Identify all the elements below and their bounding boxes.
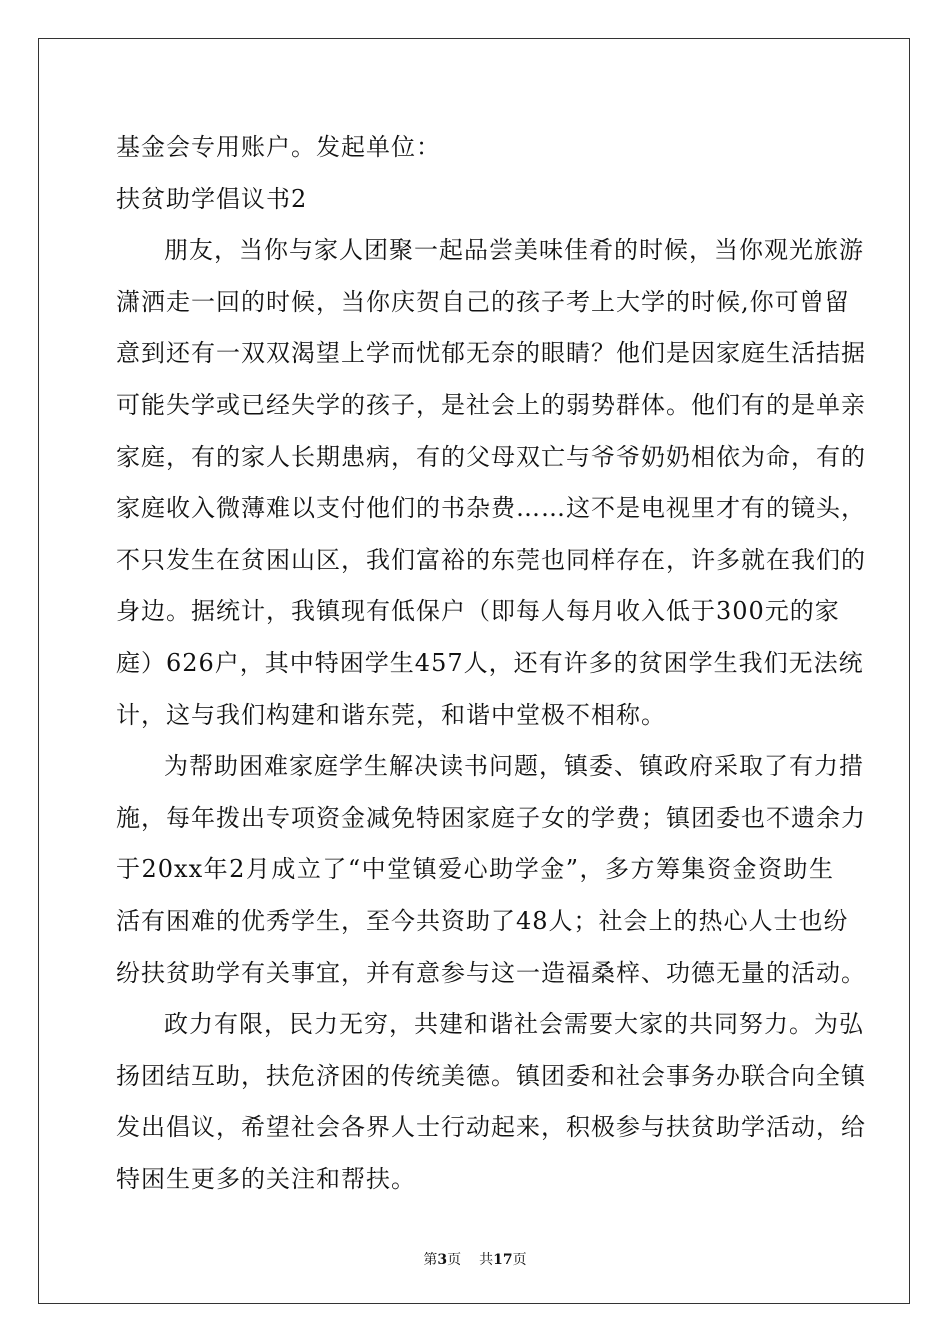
text-line: 为帮助困难家庭学生解决读书问题，镇委、镇政府采取了有力措 [164,752,864,781]
text-line: 纷扶贫助学有关事宜，并有意参与这一造福桑梓、功德无量的活动。 [116,958,866,987]
page-label-suffix: 页 [447,1252,462,1268]
text-line: 特困生更多的关注和帮扶。 [116,1164,416,1193]
text-line: 计，这与我们构建和谐东莞，和谐中堂极不相称。 [116,700,666,729]
total-page-count: 17 [493,1252,513,1268]
text-line: 家庭，有的家人长期患病，有的父母双亡与爷爷奶奶相依为命，有的 [116,442,866,471]
text-line: 庭）626户，其中特困学生457人，还有许多的贫困学生我们无法统 [116,648,864,677]
text-line: 潇洒走一回的时候，当你庆贺自己的孩子考上大学的时候,你可曾留 [116,287,850,316]
total-label-prefix: 共 [479,1252,494,1268]
current-page-number: 3 [437,1252,448,1268]
text-line: 基金会专用账户。发起单位： [116,133,441,161]
text-line: 施，每年拨出专项资金减免特困家庭子女的学费；镇团委也不遗余力 [116,803,866,832]
text-line: 意到还有一双双渴望上学而忧郁无奈的眼睛？他们是因家庭生活拮据 [116,339,866,368]
text-line: 扬团结互助，扶危济困的传统美德。镇团委和社会事务办联合向全镇 [116,1061,866,1090]
text-line: 不只发生在贫困山区，我们富裕的东莞也同样存在，许多就在我们的 [116,545,866,574]
document-body [116,127,866,1210]
text-line: 政力有限，民力无穷，共建和谐社会需要大家的共同努力。为弘 [164,1010,864,1039]
text-line: 于20xx年2月成立了“中堂镇爱心助学金”，多方筹集资金资助生 [116,855,834,884]
text-line: 朋友，当你与家人团聚一起品尝美味佳肴的时候，当你观光旅游 [164,236,864,265]
text-line: 活有困难的优秀学生，至今共资助了48人；社会上的热心人士也纷 [116,906,849,935]
text-line: 发出倡议，希望社会各界人士行动起来，积极参与扶贫助学活动，给 [116,1113,866,1142]
text-line: 可能失学或已经失学的孩子，是社会上的弱势群体。他们有的是单亲 [116,390,866,419]
text-line: 扶贫助学倡议书2 [116,184,308,213]
page-footer [0,1249,950,1269]
text-line: 家庭收入微薄难以支付他们的书杂费……这不是电视里才有的镜头， [116,494,866,523]
total-label-suffix: 页 [512,1252,527,1268]
text-line: 身边。据统计，我镇现有低保户（即每人每月收入低于300元的家 [116,597,840,626]
page-label-prefix: 第 [423,1252,438,1268]
